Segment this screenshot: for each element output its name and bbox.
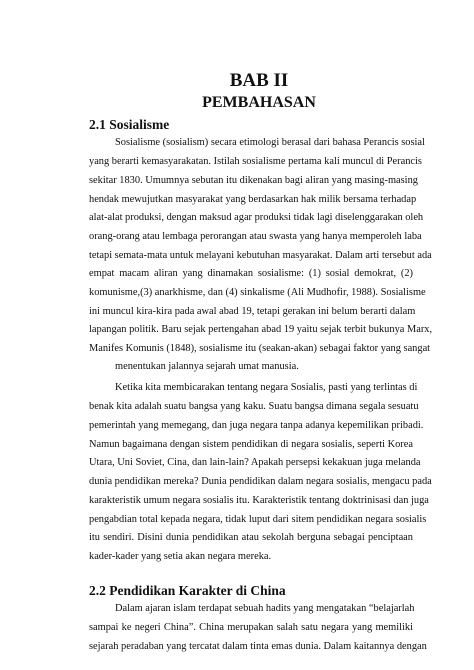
text-line: lapangan politik. Baru sejak pertengahan abad 19 yaitu sejak terbit bukunya Marx, <box>89 324 433 335</box>
text-line: orang-orang atau lembaga perorangan atau swasta yang hanya memperoleh laba <box>89 231 422 242</box>
text-line: Utara, Uni Soviet, Cina, dan lain-lain? Apakah persepsi kekakuan juga melanda <box>89 457 421 468</box>
text-line: Sosialisme (sosialism) secara etimologi berasal dari bahasa Perancis sosial <box>115 137 425 148</box>
text-line: kader-kader yang setia akan negara mereka. <box>89 551 272 562</box>
text-line: menentukan jalannya sejarah umat manusia. <box>115 361 299 372</box>
section-heading-pendidikan-karakter: 2.2 Pendidikan Karakter di China <box>89 583 286 598</box>
text-line: Manifes Komunis (1848), sosialisme itu (seakan-akan) sebagai faktor yang sangat <box>89 343 431 354</box>
text-line: hendak mewujutkan masyarakat yang berdasarkan hak milik bersama terhadap <box>89 194 417 205</box>
text-line: alat-alat produksi, dengan maksud agar produksi tidak lagi diselenggarakan oleh <box>89 212 424 223</box>
text-line: ini muncul kira-kira pada awal abad 19, tetapi gerakan ini belum berarti dalam <box>89 306 416 317</box>
text-line: tetapi semata-mata untuk melayani kebutuhan masyarakat. Dalam arti tersebut ada <box>89 250 432 261</box>
text-line: pengabdian total kepada negara, tidak luput dari sitem pendidikan negara sosialis <box>89 514 427 525</box>
text-line: sejarah peradaban yang tercatat dalam tinta emas dunia. Dalam kaitannya dengan <box>89 641 427 652</box>
chapter-number: BAB II <box>229 70 289 91</box>
text-line: karakteristik umum negara sosialis itu. Karakteristik tentang doktrinisasi dan juga <box>89 495 429 506</box>
text-line: yang berarti kemasyarakatan. Istilah sosialisme pertama kali muncul di Perancis <box>89 156 422 167</box>
text-line: empat macam aliran yang dinamakan sosialisme: (1) sosial demokrat, (2) <box>89 268 413 279</box>
text-line: pemerintah yang memegang, dan juga negara tanpa adanya kepemilikan pribadi. <box>89 420 424 431</box>
text-line: sekitar 1830. Umumnya sebutan itu dikenakan bagi aliran yang masing-masing <box>89 175 418 186</box>
chapter-title: PEMBAHASAN <box>202 94 316 111</box>
text-line: komunisme,(3) anarkhisme, dan (4) sinkalisme (Ali Mudhofir, 1988). Sosialisme <box>89 287 426 298</box>
text-line: sampai ke negeri China”. China merupakan salah satu negara yang memiliki <box>89 622 413 633</box>
text-line: benak kita adalah suatu bangsa yang kaku. Suatu bangsa dimana segala sesuatu <box>89 401 419 412</box>
text-line: Dalam ajaran islam terdapat sebuah hadits yang mengatakan “belajarlah <box>115 603 415 614</box>
text-line: itu sendiri. Disini dunia pendidikan atau sekolah berguna sebagai penciptaan <box>89 532 413 543</box>
text-line: dunia pendidikan mereka? Dunia pendidikan dalam negara sosialis, mengacu pada <box>89 476 432 487</box>
section-heading-sosialisme: 2.1 Sosialisme <box>89 117 170 132</box>
text-line: Namun bagaimana dengan sistem pendidikan di negara sosialis, seperti Korea <box>89 439 413 450</box>
text-line: Ketika kita membicarakan tentang negara Sosialis, pasti yang terlintas di <box>115 382 418 393</box>
